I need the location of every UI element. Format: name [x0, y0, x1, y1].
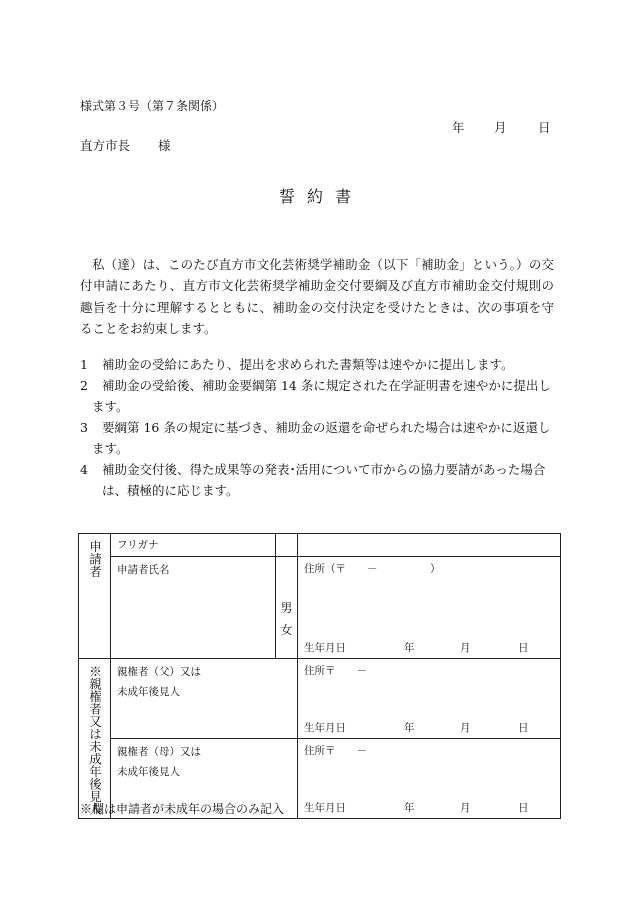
sex-male-option[interactable]: 男	[280, 601, 293, 615]
birth-year-label: 年	[404, 722, 415, 734]
pledge-list	[80, 354, 554, 501]
furigana-label: フリガナ	[117, 539, 159, 551]
applicant-section-label-cell	[79, 534, 111, 659]
guardian-mother-birthdate	[304, 800, 544, 815]
guardian-father-address-field[interactable]	[298, 659, 561, 739]
pledge-item-number: 3	[80, 420, 88, 435]
pledge-item-number: 2	[80, 378, 88, 393]
date-line	[452, 118, 551, 136]
guardian-mother-address-label: 住所〒 －	[304, 745, 367, 757]
furigana-field[interactable]	[111, 534, 276, 557]
applicant-name-field[interactable]	[111, 557, 276, 659]
birth-year-label: 年	[404, 802, 415, 814]
sex-field[interactable]	[276, 557, 298, 659]
birth-month-label: 月	[460, 722, 471, 734]
footnote: ※欄は申請者が未成年の場合のみ記入	[80, 802, 285, 816]
furigana-blank-cell-wide	[298, 534, 561, 557]
birth-year-label: 年	[404, 642, 415, 654]
guardian-father-address-label: 住所〒 －	[304, 665, 367, 677]
guardian-mother-address-field[interactable]	[298, 739, 561, 819]
guardian-father-label-line2: 未成年後見人	[117, 686, 180, 698]
pledge-item-text: 補助金の受給後、補助金要綱第 14 条に規定された在学証明書を速やかに提出します。	[92, 378, 551, 414]
guardian-mother-label-line2: 未成年後見人	[117, 766, 180, 778]
guardian-mother-label	[117, 742, 201, 782]
guardian-section-label: ※親権者又は未成年後見人	[87, 665, 103, 815]
birth-day-label: 日	[518, 802, 529, 814]
addressee-honorific: 様	[158, 138, 171, 153]
page-title: 誓約書	[278, 187, 363, 206]
form-number: 様式第３号（第７条関係）	[80, 99, 225, 113]
birth-month-label: 月	[460, 802, 471, 814]
pledge-item-number: 4	[80, 462, 88, 477]
applicant-birthdate	[304, 640, 544, 655]
pledge-item	[80, 417, 554, 459]
guardian-father-field[interactable]	[111, 659, 298, 739]
guardian-father-label-line1: 親権者（父）又は	[117, 666, 201, 678]
date-year-label: 年	[452, 120, 465, 135]
date-day-label: 日	[538, 120, 551, 135]
addressee	[80, 136, 171, 154]
birth-month-label: 月	[460, 642, 471, 654]
applicant-table	[78, 533, 561, 819]
pledge-item	[80, 459, 554, 501]
applicant-name-label: 申請者氏名	[117, 564, 170, 576]
guardian-mother-label-line1: 親権者（母）又は	[117, 746, 201, 758]
birth-day-label: 日	[518, 722, 529, 734]
guardian-section-label-cell	[79, 659, 111, 819]
furigana-blank-cell	[276, 534, 298, 557]
birth-label: 生年月日	[304, 722, 346, 734]
applicant-address-label: 住所（〒 － ）	[304, 563, 441, 575]
birth-label: 生年月日	[304, 802, 346, 814]
pledge-item-text: 補助金交付後、得た成果等の発表･活用について市からの協力要請があった場合は、積極的に応じます。	[102, 462, 546, 498]
birth-label: 生年月日	[304, 642, 346, 654]
applicant-section-label: 申請者	[87, 540, 103, 578]
pledge-item	[80, 375, 554, 417]
date-month-label: 月	[494, 120, 507, 135]
applicant-address-field[interactable]	[298, 557, 561, 659]
pledge-item-text: 補助金の受給にあたり、提出を求められた書類等は速やかに提出します。	[102, 357, 514, 372]
guardian-father-birthdate	[304, 720, 544, 735]
pledge-item-text: 要綱第 16 条の規定に基づき、補助金の返還を命ぜられた場合は速やかに返還します。	[92, 420, 551, 456]
birth-day-label: 日	[518, 642, 529, 654]
addressee-name: 直方市長	[80, 138, 131, 153]
pledge-item-number: 1	[80, 357, 88, 372]
intro-paragraph: 私（達）は、このたび直方市文化芸術奨学補助金（以下「補助金」という。）の交付申請にあたり、直方市文化芸術奨学補助金交付要綱及び直方市補助金交付規則の趣旨を十分に理解するとともに、補助金の交付決定を受けたときは、次の事項を守ることをお約束します。	[80, 257, 554, 336]
guardian-father-label	[117, 662, 201, 702]
pledge-item	[80, 354, 554, 375]
sex-female-option[interactable]: 女	[280, 623, 293, 637]
